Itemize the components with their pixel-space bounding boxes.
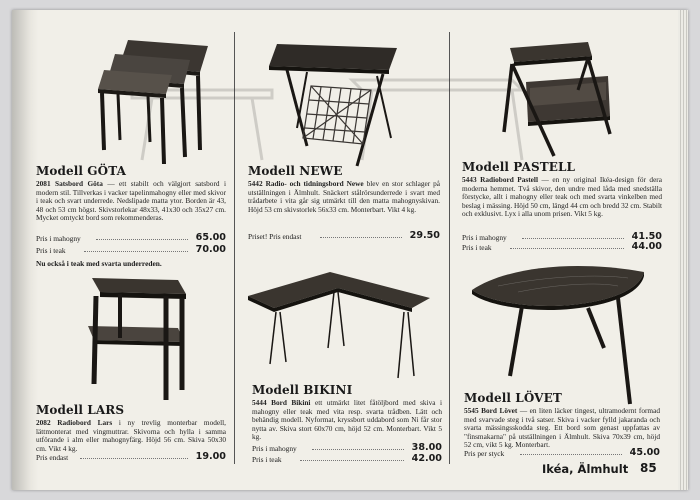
footer-brand: Ikéa, Älmhult	[542, 462, 629, 476]
newe-price-label: Priset! Pris endast	[248, 232, 302, 241]
gota-note: Nu också i teak med svarta underreden.	[36, 259, 162, 268]
gota-description	[36, 180, 226, 223]
pastell-radio-table-image	[492, 30, 622, 170]
pastell-price-label-2: Pris i teak	[462, 243, 492, 252]
price-leader	[96, 239, 188, 240]
lars-price-label: Pris endast	[36, 453, 69, 462]
lovet-body: — en liten läcker tingest, ultramodernt formad med svarvade steg i två satser. Skiva i vacker fylld jakaranda och svarta mässingsskodda steg. Ett bord som genast uppfattas av "finsmakarna" på utställningen i Älmhult. Skiva 70x39 cm, höjd 52 cm, vikt 5 kg. Monterbart.	[464, 406, 660, 450]
gota-art-number: 2081	[36, 179, 51, 188]
lovet-leaf-table-image	[468, 256, 658, 406]
price-leader	[510, 248, 624, 249]
gota-title: Modell GÖTA	[36, 164, 126, 178]
bikini-price-value-1: 38.00	[411, 442, 442, 453]
catalog-page	[12, 10, 688, 490]
lovet-price-label: Pris per styck	[464, 449, 505, 458]
lars-body: i ny trevlig monterbar modell, lättmonterat med vingmuttrar. Skivorna och hylla i samma utförande i alm eller mahognyfärg. Höjd 56 cm. Skiva 50x30 cm. Vikt 4 kg.	[36, 418, 226, 453]
gota-price-value-2: 70.00	[195, 244, 226, 255]
pastell-price-teak	[462, 241, 662, 253]
lars-price-value: 19.00	[195, 451, 226, 462]
gota-price-value-1: 65.00	[195, 232, 226, 243]
lars-description	[36, 419, 226, 453]
pastell-art-number: 5443	[462, 175, 477, 184]
bikini-price-value-2: 42.00	[411, 453, 442, 464]
lovet-description	[464, 407, 660, 450]
gota-price-teak	[36, 244, 226, 256]
page-spine	[12, 10, 38, 490]
bikini-description	[252, 399, 442, 442]
newe-art-number: 5442	[248, 179, 263, 188]
bikini-price-label-1: Pris i mahogny	[252, 444, 297, 453]
lars-radio-table-image	[74, 272, 204, 412]
pastell-body: — en ny original Ikéa-design för dera moderna hemmet. Två skivor, den undre med låda med snedställa förstycke, allt i mahogny eller teak och med svarta vinkelben med beslag i mässing. Höjd 50 cm, längd 44 cm och bredd 32 cm. Stabilt och exklusivt. Lyx i alla unom prisen. Vikt 5 kg.	[462, 175, 662, 219]
page-edge	[678, 10, 688, 490]
bikini-corner-table-image	[246, 268, 436, 388]
bikini-price-label-2: Pris i teak	[252, 455, 282, 464]
gota-body: — ett stabilt och välgjort satsbord i modern stil. Tillverkas i vacker tapelinmahogny eller med skivor i teak och svart underrede. Nedslipade matta ytor. Borden är 43, 48 och 53 cm högst. Skivstorlekar 48x33, 41x30 och 35x27 cm. Mycket omtyckt bord som rekommenderas.	[36, 179, 226, 223]
gota-price-mahogny	[36, 232, 226, 244]
price-leader	[80, 458, 188, 459]
newe-body: blev en stor schlager på utställningen i Älmhult. Snäckert stålrörsunderrede i svart med trådarbete i vita går sig utmärkt till den matta mahognyskivan. Höjd 53 cm skivstorlek 56x33 cm. Monterbart. Vikt 4 kg.	[248, 179, 441, 214]
price-leader	[312, 449, 404, 450]
lovet-product-name: Bord Lövet	[481, 406, 518, 415]
newe-title: Modell NEWE	[248, 164, 343, 178]
bikini-price-teak	[252, 453, 442, 465]
newe-price	[248, 230, 440, 242]
price-leader	[320, 237, 402, 238]
newe-price-value: 29.50	[409, 230, 440, 241]
newe-product-name: Radio- och tidningsbord Newe	[265, 179, 364, 188]
bikini-body: ett utmärkt litet fåtöljbord med skiva i mahogny eller teak med vita resp. svarta trådben. Lätt och behändig modell. Nyformat, kryssbort uddabord som Ni får stor nytta av. Skiva stort 60x70 cm, höjd 52 cm. Monterbart. Vikt 5 kg.	[252, 398, 443, 442]
pastell-price-value-1: 41.50	[631, 231, 662, 242]
gota-product-name: Satsbord Göta	[55, 179, 103, 188]
pastell-price-label-1: Pris i mahogny	[462, 233, 507, 242]
pastell-title: Modell PASTELL	[462, 160, 576, 174]
newe-magazine-table-image	[267, 38, 417, 173]
pastell-description	[462, 176, 662, 219]
lovet-art-number: 5545	[464, 406, 479, 415]
lars-title: Modell LARS	[36, 403, 125, 417]
lovet-price	[464, 447, 660, 459]
pastell-price-value-2: 44.00	[631, 241, 662, 252]
gota-price-label-1: Pris i mahogny	[36, 234, 81, 243]
lovet-price-value: 45.00	[629, 447, 660, 458]
lars-product-name: Radiobord Lars	[57, 418, 113, 427]
lars-art-number: 2082	[36, 418, 51, 427]
newe-description	[248, 180, 440, 214]
gota-price-label-2: Pris i teak	[36, 246, 66, 255]
bikini-art-number: 5444	[252, 398, 267, 407]
pastell-product-name: Radiobord Pastell	[480, 175, 538, 184]
price-leader	[520, 454, 622, 455]
bikini-title: Modell BIKINI	[252, 383, 353, 397]
bikini-product-name: Bord Bikini	[271, 398, 311, 407]
lars-price	[36, 451, 226, 463]
gota-nesting-tables-image	[90, 32, 220, 167]
price-leader	[522, 238, 624, 239]
page-number: 85	[640, 461, 657, 475]
lovet-title: Modell LÖVET	[464, 391, 562, 405]
price-leader	[300, 460, 404, 461]
price-leader	[84, 251, 188, 252]
